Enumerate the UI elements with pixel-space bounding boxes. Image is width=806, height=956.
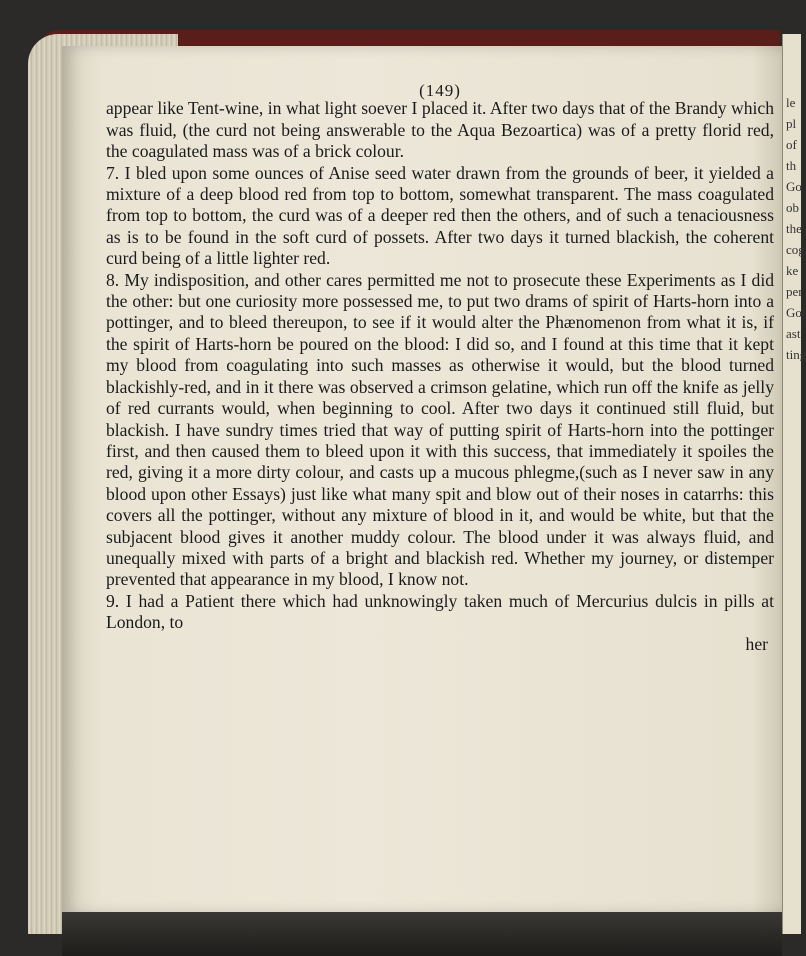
paragraph: 7. I bled upon some ounces of Anise seed water drawn from the grounds of beer, it yielded a mixture of a deep blood red from top to bottom, somewhat transparent. The mass coagulated from top to bottom, the curd was of a deeper red then the others, and of such a tenaciousness as is to be found in the soft curd of possets. After two days it turned blackish, the coherent curd being of a little lighter red. [106, 162, 774, 269]
adjacent-page-fragment: th [786, 158, 797, 173]
page-number: (149) [419, 81, 461, 100]
bottom-shadow [62, 912, 782, 956]
adjacent-page-fragment: Gol [786, 305, 806, 320]
adjacent-page-fragment: le [786, 95, 796, 110]
catchword: her [745, 633, 768, 654]
adjacent-page-fragment: ke [786, 263, 799, 278]
adjacent-page-fragment: pl [786, 116, 797, 131]
page-text [106, 80, 774, 655]
adjacent-page-fragment: cog [786, 242, 805, 257]
adjacent-page-fragment: Go [786, 179, 802, 194]
paragraph: appear like Tent-wine, in what light soever I placed it. After two days that of the Brandy which was fluid, (the curd not being answerable to the Aqua Bezoartica) was of a pretty florid red, the coagulated mass was of a brick colour. [106, 98, 774, 162]
adjacent-page-edge [782, 34, 806, 934]
adjacent-page-fragment: the [786, 221, 802, 236]
adjacent-page-fragment: of [786, 137, 797, 152]
adjacent-page-fragment: ting [786, 347, 806, 362]
adjacent-page-fragment: per [786, 284, 803, 299]
adjacent-page-fragment: ob [786, 200, 799, 215]
paragraph: 9. I had a Patient there which had unknowingly taken much of Mercurius dulcis in pills at London, to [106, 590, 774, 633]
adjacent-page-fragment: ast [786, 326, 801, 341]
paragraph: 8. My indisposition, and other cares permitted me not to prosecute these Experiments as I did the other: but one curiosity more possessed me, to put two drams of spirit of Harts-horn into a pottinger, and to bleed thereupon, to see if it would alter the Phænomenon from what it is, if the spirit of Harts-horn be poured on the blood: I did so, and I found at this time that it kept my blood from coagulating into such masses as otherwise it would, but the blood turned blackishly-red, and in it there was observed a crimson gelatine, which run off the knife as jelly of red currants would, when beginning to cool. After two days it continued still fluid, but blackish. I have sundry times tried that way of putting spirit of Harts-horn into the pottinger first, and then caused them to bleed upon it with this success, that immediately it spoiles the red, giving it a more dirty colour, and casts up a mucous phlegme,(such as I never saw in any blood upon other Essays) just like what many spit and blow out of their noses in catarrhs: this covers all the pottinger, without any mixture of blood in it, and would be white, but that the subjacent blood gives it another muddy colour. The blood under it was always fluid, and unequally mixed with parts of a bright and blackish red. Whether my journey, or distemper prevented that appearance in my blood, I know not. [106, 269, 774, 590]
